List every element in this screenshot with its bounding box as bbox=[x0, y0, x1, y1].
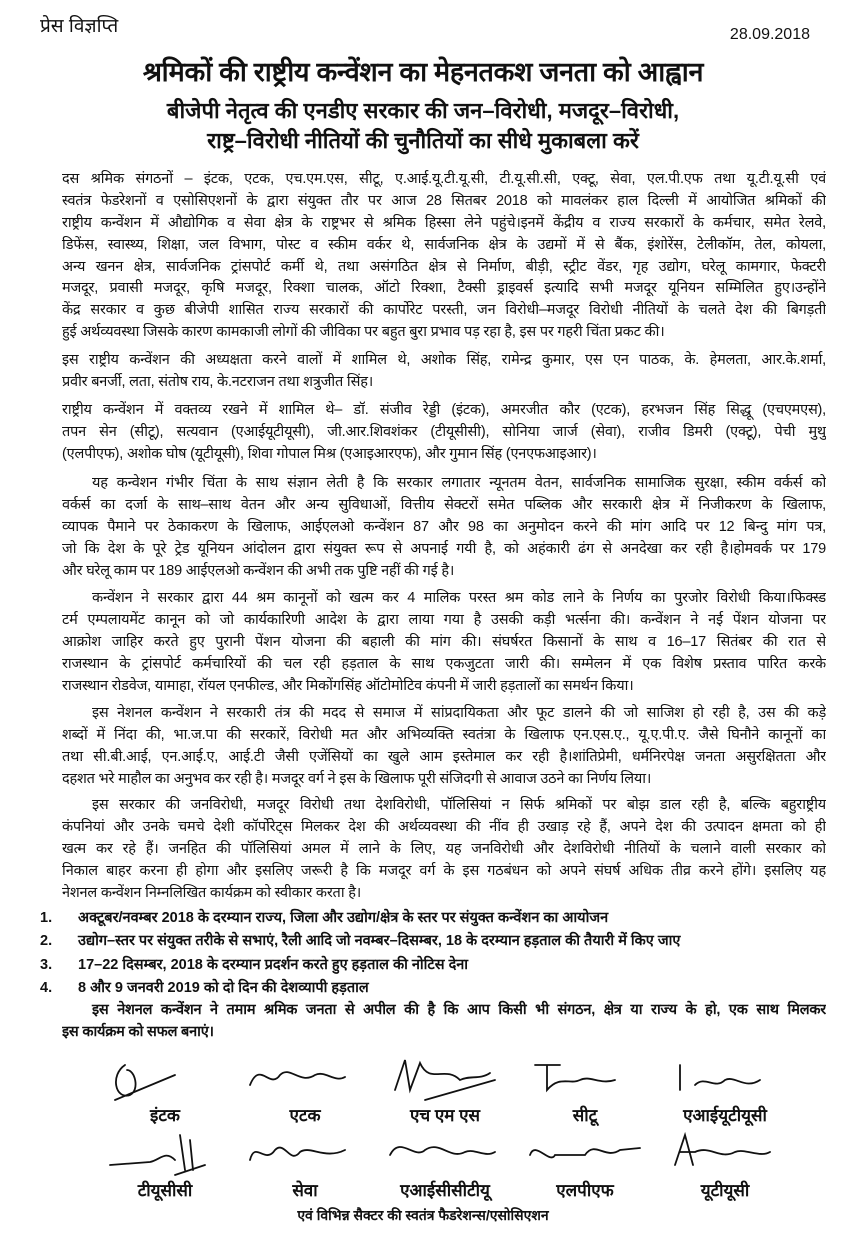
paragraph-line: प्रवीर बनर्जी, लता, संतोष राय, के.नटराजन तथा शत्रुजीत सिंह। bbox=[62, 373, 373, 390]
signatory bbox=[100, 1055, 230, 1126]
signature-icon bbox=[665, 1130, 785, 1178]
signature-icon bbox=[665, 1055, 785, 1103]
program-item-number: 3. bbox=[40, 956, 53, 973]
signatory-org: एच एम एस bbox=[409, 1106, 481, 1125]
paragraph-line: राष्ट्रीय कन्वेंशन में वक्तव्य रखने में शामिल थे– डॉ. संजीव रेड्डी (इंटक), अमरजीत कौर (एटक), हरभजन सिंह सिद्धू (एचएमएस), bbox=[62, 402, 826, 418]
signatory-org: सीटू bbox=[572, 1106, 598, 1125]
paragraph bbox=[62, 473, 826, 582]
press-release-label: प्रेस विज्ञप्ति bbox=[40, 16, 119, 37]
signature-icon bbox=[525, 1130, 645, 1178]
paragraph-line: अन्य खनन क्षेत्र, सार्वजनिक ट्रांसपोर्ट कर्मी थे, तथा असंगठित क्षेत्र से निर्माण, बीड़ी, स्ट्रीट वेंडर, गृह उद्योग, घरेलू कामगार, फेक्टरी bbox=[62, 258, 826, 275]
program-item bbox=[40, 977, 830, 1000]
signatory-org: इंटक bbox=[150, 1106, 180, 1125]
appeal-paragraph bbox=[62, 1000, 826, 1044]
signatory bbox=[520, 1055, 650, 1126]
program-list bbox=[40, 907, 830, 1000]
program-item-number: 4. bbox=[40, 979, 53, 996]
program-item-text: अक्टूबर/नवम्बर 2018 के दरम्यान राज्य, जिला और उद्योग/क्षेत्र के स्तर पर संयुक्त कन्वेंशन का आयोजन bbox=[78, 910, 609, 926]
signatory bbox=[380, 1055, 510, 1126]
program-item bbox=[40, 954, 830, 977]
paragraph bbox=[62, 400, 826, 466]
signatory bbox=[660, 1055, 790, 1126]
program-item-text: 17–22 दिसम्बर, 2018 के दरम्यान प्रदर्शन करते हुए हड़ताल की नोटिस देना bbox=[78, 956, 469, 973]
paragraph-line: केंद्र सरकार व कुछ बीजेपी शासित राज्य सरकारों की कार्पोरेट परस्ती, जन विरोधी–मजदूर विरोधी नीतियों के चलते देश की बिगड़ती bbox=[62, 302, 826, 319]
signature-icon bbox=[105, 1055, 225, 1103]
paragraph-line: शब्दों में निंदा की, भा.ज.पा की सरकारें, विरोधी मत और अभिव्यक्ति स्वतंत्रा के खिलाफ एन.एस.ए., यू.ए.पी.ए. जैसे घिनौने कानूनों का bbox=[62, 726, 826, 743]
signatories-row-2 bbox=[100, 1130, 800, 1200]
signatory-org: टीयूसीसी bbox=[137, 1181, 193, 1200]
signatory bbox=[520, 1130, 650, 1201]
appeal-line: इस नेशनल कन्वेंशन ने तमाम श्रमिक जनता से अपील की है कि आप किसी भी संगठन, क्षेत्र या राज्य के हो, एक साथ मिलकर bbox=[92, 1002, 826, 1018]
signature-icon bbox=[385, 1055, 505, 1103]
program-item-number: 2. bbox=[40, 933, 53, 950]
paragraph-line: कंपनियां और उनके चमचे देशी कॉर्पोरेट्स मिलकर देश की अर्थव्यवस्था की नींव ही उखाड़ रहे हैं, अपने देश की उत्पादन क्षमता को ही bbox=[62, 818, 826, 835]
paragraph-line: राजस्थान रोडवेज, यामाहा, रॉयल एनफील्ड, और मिकोंगसिंह ऑटोमोटिव कंपनी में जारी हड़तालों का समर्थन किया। bbox=[62, 677, 634, 694]
paragraph-line: निकाल बाहर करना ही होगा और इसलिए जरूरी है कि मजदूर वर्ग के इस गठबंधन को अपने संघर्ष अधिक तीव्र करने होंगे। इसलिए यह bbox=[62, 862, 826, 879]
paragraph-line: इस सरकार की जनविरोधी, मजदूर विरोधी तथा देशविरोधी, पॉलिसियां न सिर्फ श्रमिकों पर बोझ डाल रही है, बल्कि बहुराष्ट्रीय bbox=[92, 797, 826, 813]
signatory bbox=[380, 1130, 510, 1201]
paragraph bbox=[62, 169, 826, 344]
paragraph-line: इस राष्ट्रीय कन्वेंशन की अध्यक्षता करने वालों में शामिल थे, अशोक सिंह, रामेन्द्र कुमार, एस एन पाठक, के. हेमलता, आर.के.शर्मा, bbox=[62, 352, 826, 368]
signatory-org: यूटीयूसी bbox=[700, 1181, 750, 1200]
paragraph-line: खत्म कर रहे हैं। जनहित की पॉलिसियां अमल में लाने के लिए, यह जनविरोधी और देशविरोधी नीतियों के चलाने वाली सरकार को bbox=[62, 840, 826, 857]
paragraph-line: हुई अर्थव्यवस्था जिसके कारण कामकाजी लोगों की जीविका पर बहुत बुरा प्रभाव पड़ रहा है, इस पर गहरी चिंता प्रकट की। bbox=[62, 324, 665, 341]
signatory bbox=[240, 1055, 370, 1126]
appeal-line: इस कार्यक्रम को सफल बनाएं। bbox=[62, 1023, 214, 1040]
signature-icon bbox=[525, 1055, 645, 1103]
paragraph-line: दहशत भरे माहौल का अनुभव कर रही है। मजदूर वर्ग ने इस के खिलाफ पूरी संजिदगी से आवाज उठने का निर्णय लिया। bbox=[62, 770, 652, 787]
release-date: 28.09.2018 bbox=[729, 26, 810, 43]
paragraph-line: व्यापक पैमाने पर ठेकाकरण के खिलाफ, आईएलओ कन्वेंशन 87 और 98 का अनुमोदन करने की मांग आदि पर 12 बिन्दु मांग पत्र, bbox=[62, 518, 826, 535]
paragraph-line: स्वतंत्र फेडरेशनों व एसोसिएशनों के द्वारा संयुक्त तौर पर आज 28 सितबर 2018 को मावलंकर हाल दिल्ली में आयोजित श्रमिकों की bbox=[62, 192, 826, 209]
paragraph-line: राष्ट्रीय कन्वेंशन में औद्योगिक व सेवा क्षेत्र के राष्ट्रभर से श्रमिक हिस्सा लेने पहुंचे।इनमें केंद्रीय व राज्य सरकारों के कर्मचार, समेत रेलवे, bbox=[62, 214, 826, 231]
signatory bbox=[240, 1130, 370, 1201]
paragraph-line: मजदूर, प्रवासी मजदूर, कृषि मजदूर, रिक्शा चालक, ऑटो रिक्शा, टैक्सी ड्राइवर्स इत्यादि सभी मजदूर यूनियन सम्मिलित हुए।उन्होंने bbox=[62, 280, 826, 297]
paragraph bbox=[62, 795, 826, 904]
signatory-org: एआईयूटीयूसी bbox=[683, 1106, 767, 1125]
signature-icon bbox=[245, 1130, 365, 1178]
program-item-text: 8 और 9 जनवरी 2019 को दो दिन की देशव्यापी हड़ताल bbox=[78, 979, 369, 996]
page-title: श्रमिकों की राष्ट्रीय कन्वेंशन का मेहनतकश जनता को आह्वान bbox=[142, 57, 704, 87]
program-item bbox=[40, 907, 830, 930]
paragraph-line: नेशनल कन्वेंशन निम्नलिखित कार्यक्रम को स्वीकार करता है। bbox=[62, 884, 361, 901]
signatory-org: एआईसीसीटीयू bbox=[400, 1181, 490, 1200]
signature-icon bbox=[385, 1130, 505, 1178]
paragraph-line: कन्वेंशन ने सरकार द्वारा 44 श्रम कानूनों को खत्म कर 4 मालिक परस्त श्रम कोड लाने के निर्णय का पुरजोर विरोधी किया।फिक्स्ड bbox=[92, 590, 826, 606]
subtitle-line-2: राष्ट्र–विरोधी नीतियों की चुनौतियों का सीधे मुकाबला करें bbox=[207, 128, 639, 153]
paragraph-line: तथा सी.बी.आई, एन.आई.ए, आई.टी जैसी एजेंसियों का खुले आम इस्तेमाल कर रही है।शांतिप्रेमी, धर्मनिरपेक्ष जनता असुरक्षितता और bbox=[62, 748, 826, 765]
program-item bbox=[40, 930, 830, 953]
signatory-org: एलपीएफ bbox=[556, 1181, 614, 1200]
paragraph-line: और घरेलू काम पर 189 आईएलओ कन्वेंशन की अभी तक पुष्टि नहीं की गई है। bbox=[62, 562, 455, 579]
paragraph-line: दस श्रमिक संगठनों – इंटक, एटक, एच.एम.एस, सीटू, ए.आई.यू.टी.यू.सी, टी.यू.सी.सी, एक्टू, सेवा, एल.पी.एफ तथा यू.टी.यू.सी एवं bbox=[62, 171, 826, 187]
paragraph-line: तपन सेन (सीटू), सत्यवान (एआईयूटीयूसी), जी.आर.शिवशंकर (टीयूसीसी), सोनिया जार्ज (सेवा), राजीव डिमरी (एक्टू), पेची मुथु bbox=[62, 423, 826, 440]
paragraph-line: इस नेशनल कन्वेंशन ने सरकारी तंत्र की मदद से समाज में सांप्रदायिकता और फूट डालने की जो साजिश हो रही है, उस की कड़े bbox=[92, 705, 826, 721]
subtitle-line-1: बीजेपी नेतृत्व की एनडीए सरकार की जन–विरोधी, मजदूर–विरोधी, bbox=[166, 98, 680, 123]
signature-icon bbox=[245, 1055, 365, 1103]
signatory bbox=[100, 1130, 230, 1201]
program-item-number: 1. bbox=[40, 910, 53, 926]
paragraph bbox=[62, 350, 826, 394]
signatory-org: सेवा bbox=[292, 1181, 318, 1200]
paragraph-line: आक्रोश जाहिर करते हुए पुरानी पेंशन योजना की बहाली की मांग की। संघर्षरत किसानों के साथ व 16–17 सितंबर की रात से bbox=[62, 633, 826, 650]
signatories-row-1 bbox=[100, 1055, 800, 1125]
paragraph bbox=[62, 703, 826, 791]
paragraph-line: जो कि देश के पूरे ट्रेड यूनियन आंदोलन द्वारा संयुक्त रूप से अपनाई गयी है, को अहंकारी ढंग से अनदेखा कर रही है।होमवर्क पर 179 bbox=[62, 540, 826, 557]
program-item-text: उद्योग–स्तर पर संयुक्त तरीके से सभाएं, रैली आदि जो नवम्बर–दिसम्बर, 18 के दरम्यान हड़ताल की तैयारी में किए जाए bbox=[78, 933, 681, 950]
paragraph-line: (एलपीएफ), अशोक घोष (यूटीयूसी), शिवा गोपाल मिश्र (एआइआरएफ), और गुमान सिंह (एनएफआइआर)। bbox=[62, 445, 597, 462]
paragraph-line: यह कन्वेशन गंभीर चिंता के साथ संज्ञान लेती है कि सरकार लगातार न्यूनतम वेतन, सार्वजनिक सामाजिक सुरक्षा, स्कीम वर्कर्स को bbox=[92, 475, 826, 491]
paragraph-line: डिफेंस, स्वास्थ्य, शिक्षा, जल विभाग, पोस्ट व स्कीम वर्कर थे, सार्वजनिक क्षेत्र के उद्यमों में से बैंक, इंशोरेंस, टेलीकॉम, तेल, कोयला, bbox=[62, 236, 826, 253]
signature-icon bbox=[105, 1130, 225, 1178]
footer-note: एवं विभिन्न सैक्टर की स्वतंत्र फैडरेशन्स/एसोसिएशन bbox=[297, 1207, 549, 1223]
paragraph bbox=[62, 588, 826, 697]
paragraph-line: राजस्थान के ट्रांसपोर्ट कर्मचारियों की चल रही हड़ताल के साथ एकजुटता जारी की। सम्मेलन में एक विशेष प्रस्ताव पारित करके bbox=[62, 655, 826, 672]
paragraph-line: टर्म एम्पलायमेंट कानून को जो कार्यकारिणी आदेश के द्वारा लाया गया है उसकी कड़ी भर्त्सना की। कन्वेंशन ने नई पेंशन योजना पर bbox=[62, 611, 826, 628]
signatory bbox=[660, 1130, 790, 1201]
signatory-org: एटक bbox=[289, 1106, 321, 1125]
paragraph-line: वर्कर्स का दर्जा के साथ–साथ वेतन और अन्य सुविधाओं, वित्तीय सेक्टरों समेत पब्लिक और सरकारी क्षेत्र में निजीकरण के खिलाफ, bbox=[62, 496, 826, 513]
